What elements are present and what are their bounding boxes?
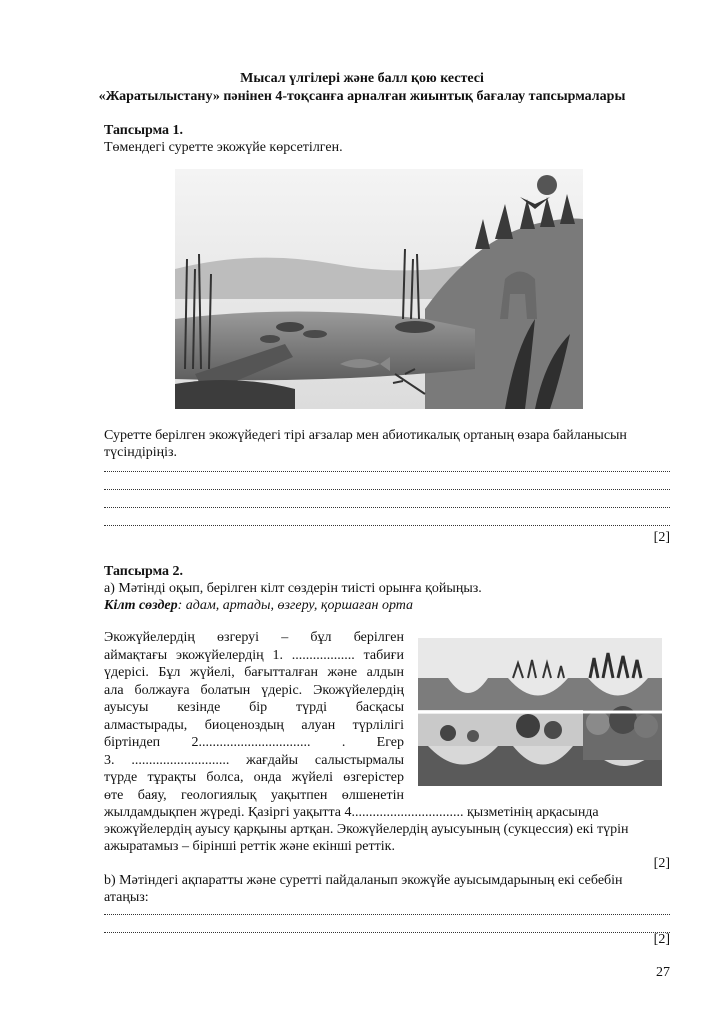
text-line: 3. ............................ жағдайы салыстырмалы — [104, 752, 404, 768]
answer-line-2[interactable] — [104, 481, 670, 490]
task1-question-line-2: түсіндіріңіз. — [104, 445, 178, 460]
task2-text-column — [104, 629, 404, 804]
text-line: біртіндеп 2................................ . Егер — [104, 735, 404, 750]
succession-image — [418, 638, 662, 786]
task2-keywords — [104, 597, 670, 615]
answer-line-1[interactable] — [104, 463, 670, 472]
text-line: ала болжауға болатын үдеріс. Экожүйелердің — [104, 682, 404, 698]
keywords-label: Кілт сөздер — [104, 598, 178, 613]
task2a-score: [2] — [653, 856, 670, 871]
answer-line-6[interactable] — [104, 924, 670, 933]
task1-score: [2] — [653, 530, 670, 545]
task2-text-full-line-1: жылдамдықпен жүреді. Қазіргі уақытта 4................................ қызметінің арқасында — [104, 805, 599, 820]
answer-line-3[interactable] — [104, 499, 670, 508]
text-line: өте баяу, геологиялық уақытпен өлшенетін — [104, 787, 404, 803]
text-line: Экожүйелердің өзгеруі – бұл берілген — [104, 630, 404, 645]
header-line-2: «Жаратылыстану» пәнінен 4-тоқсанға арналған жиынтық бағалау тапсырмалары — [98, 89, 626, 104]
task2-part-b-line-2: атаңыз: — [104, 890, 149, 905]
text-line: аймақтағы экожүйелердің 1. .................. табиғи — [104, 647, 404, 663]
task1-question-line-1: Суретте берілген экожүйедегі тірі ағзалар мен абиотикалық ортаның өзара байланысын — [104, 428, 627, 443]
text-line: алмастырады, биоценоздың алуан түрлілігі — [104, 717, 404, 733]
task2-heading: Тапсырма 2. — [104, 564, 184, 579]
text-line: түрде тұрақты болса, онда жүйелі өзгерістер — [104, 770, 404, 785]
task1-heading: Тапсырма 1. — [104, 123, 184, 138]
text-line: ауысуы кезінде бір түрді басқасы — [104, 700, 404, 715]
keywords-list: : адам, артады, өзгеру, қоршаған орта — [177, 598, 414, 613]
task2-part-a: a) Мәтінді оқып, берілген кілт сөздерін тиісті орынға қойыңыз. — [104, 581, 482, 596]
task2-part-b-line-1: b) Мәтіндегі ақпаратты және суретті пайдаланып экожүйе ауысымдарының екі себебін — [104, 873, 623, 888]
task1-intro: Төмендегі суретте экожүйе көрсетілген. — [104, 140, 343, 155]
task2b-score: [2] — [653, 932, 670, 947]
task2-text-full-line-3: ажыратамыз – бірінші реттік және екінші реттік. — [104, 839, 395, 854]
page-number: 27 — [656, 965, 670, 980]
ecosystem-image — [175, 169, 583, 409]
header-line-1: Мысал үлгілері және балл қою кестесі — [240, 71, 484, 86]
answer-line-5[interactable] — [104, 906, 670, 915]
answer-line-4[interactable] — [104, 517, 670, 526]
task2-text-full-line-2: экожүйелердің ауысу қарқыны артқан. Экожүйелердің ауысуының (сукцессия) екі түрін — [104, 822, 629, 837]
text-line: үдерісі. Бұл жүйелі, бағытталған және алдын — [104, 665, 404, 680]
